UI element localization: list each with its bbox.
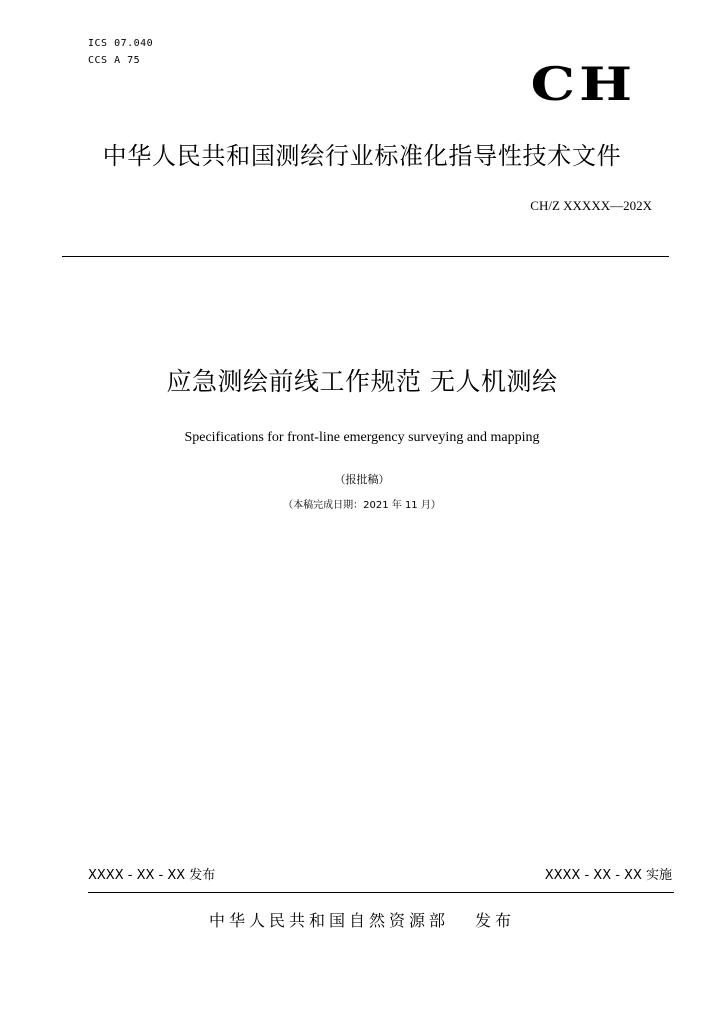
header-divider — [62, 256, 669, 257]
document-title-chinese: 应急测绘前线工作规范 无人机测绘 — [166, 367, 558, 396]
document-class-heading: 中华人民共和国测绘行业标准化指导性技术文件 — [102, 142, 622, 170]
ccs-code: CCS A 75 — [88, 55, 141, 66]
document-number: CH/Z XXXXX—202X — [530, 198, 652, 213]
issuer-line — [0, 909, 724, 933]
implementation-date: XXXX - XX - XX 实施 — [544, 868, 672, 883]
document-title-english: Specifications for front-line emergency surveying and mapping — [184, 430, 540, 445]
issuer-name: 中华人民共和国自然资源部 — [208, 911, 449, 930]
issue-date: XXXX - XX - XX 发布 — [88, 868, 216, 883]
draft-status: （报批稿） — [334, 473, 390, 486]
ics-code: ICS 07.040 — [88, 38, 154, 49]
issuer-action: 发布 — [475, 911, 516, 930]
completion-date: （本稿完成日期：2021 年 11 月） — [283, 500, 441, 511]
ch-logo: CH — [530, 57, 636, 112]
footer-divider — [88, 892, 674, 893]
